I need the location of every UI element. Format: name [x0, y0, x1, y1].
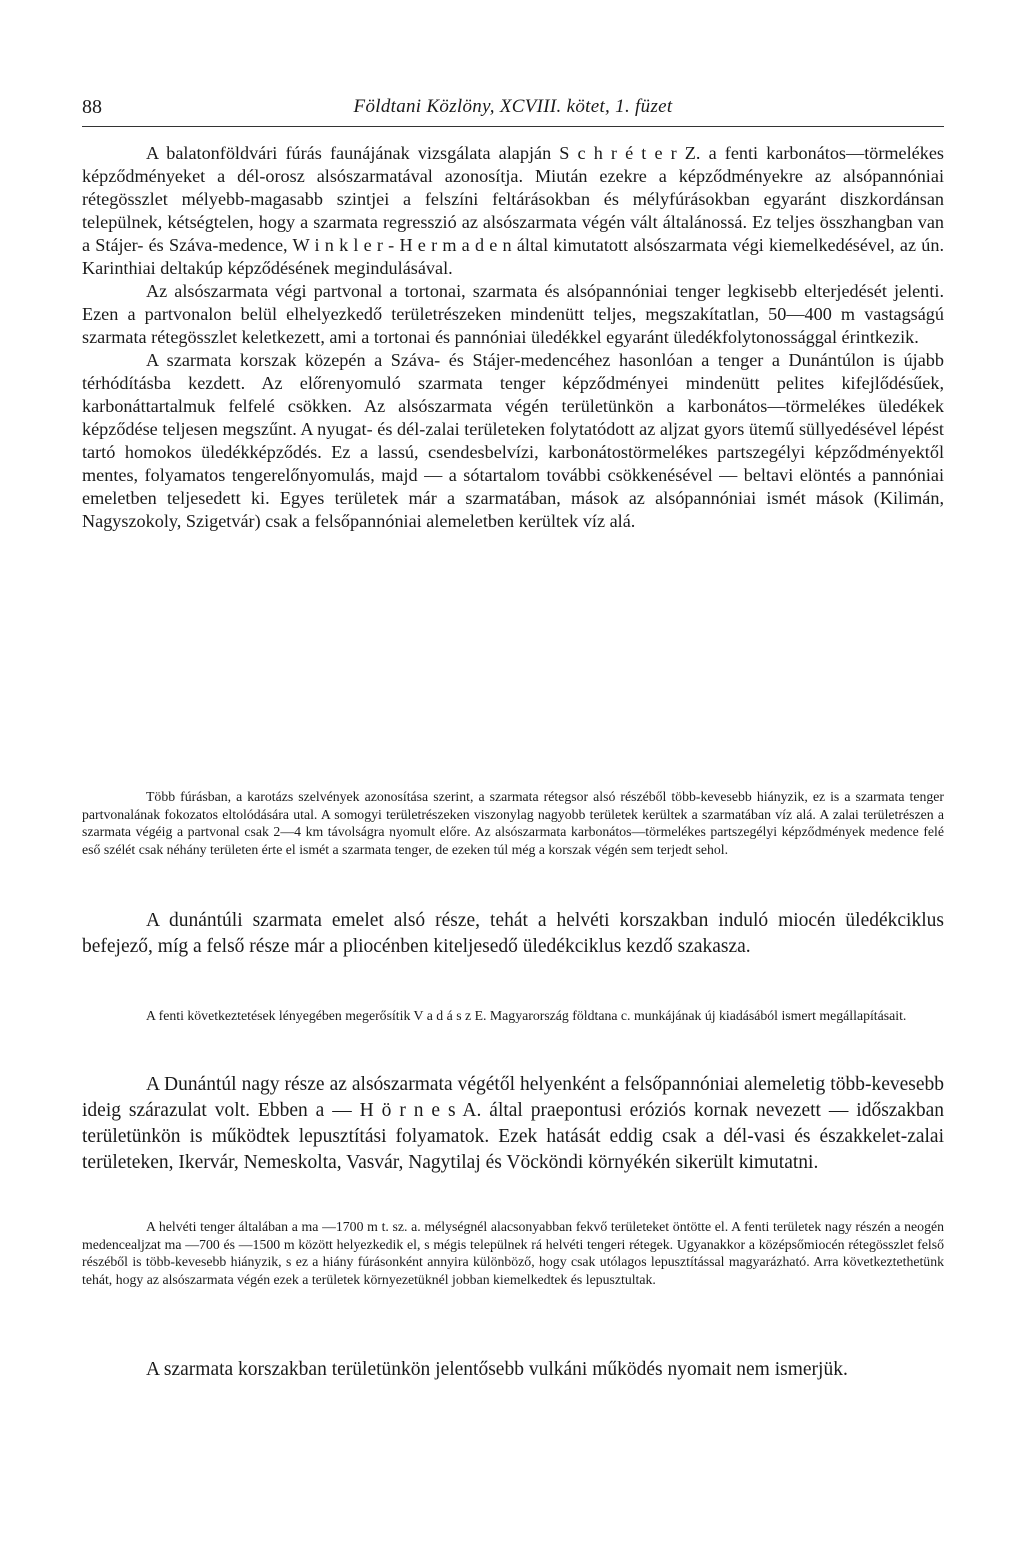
large-paragraph: A dunántúli szarmata emelet alsó része, tehát a helvéti korszakban induló miocén üledékciklus befejező, míg a felső része már a pliocénben kiteljesedő üledékciklus kezdő szakasza.: [82, 910, 944, 957]
main-text-section: [82, 142, 944, 533]
small-print-note-1: [82, 788, 944, 858]
conclusion-paragraph-1: [82, 908, 944, 960]
page-header: [82, 96, 944, 127]
conclusion-paragraph-2: [82, 1072, 944, 1176]
small-print-note-3: [82, 1218, 944, 1288]
paragraph-1: A balatonföldvári fúrás faunájának vizsgálata alapján S c h r é t e r Z. a fenti karbonátos—törmelékes képződményeket a dél-orosz alsószarmatával azonosítja. Miután ezekre a képződményekre az alsópannóniai rétegösszlet mélyebb-magasabb szintjei a felszíni feltárásokban és mélyfúrásokban egyaránt diszkordánsan települnek, kétségtelen, hogy a szarmata regresszió az alsószarmata végén vált általánossá. Ez teljes összhangban van a Stájer- és Száva-medence, W i n k l e r - H e r m a d e n által kimutatott alsószarmata végi kiemelkedésével, az ún. Karinthiai deltakúp képződésének megindulásával.: [82, 143, 944, 278]
small-print-paragraph: A fenti következtetések lényegében megerősítik V a d á s z E. Magyarország földtana c. munkájának új kiadásából ismert megállapításait.: [146, 1008, 907, 1023]
large-paragraph: A Dunántúl nagy része az alsószarmata végétől helyenként a felsőpannóniai alemeletig több-kevesebb ideig szárazulat volt. Ebben a — H ö r n e s A. által praepontusi eróziós kornak nevezett — időszakban területünkön is működtek lepusztítási folyamatok. Ezek hatását eddig csak a dél-vasi és északkelet-zalai területeken, Ikervár, Nemeskolta, Vasvár, Nagytilaj és Vöcköndi környékén sikerült kimutatni.: [82, 1074, 944, 1173]
small-print-paragraph: A helvéti tenger általában a ma —1700 m t. sz. a. mélységnél alacsonyabban fekvő területeket öntötte el. A fenti területek nagy részén a neogén medencealjzat ma —700 és —1500 m között helyezkedik el, s mégis települnek rá helvéti tengeri rétegek. Ugyanakkor a középsőmiocén rétegösszlet felső részéből is több-kevesebb hiányzik, s ez a hiány fúrásonként annyira különböző, hogy csak utólagos lepusztítással magyarázható. Arra következtethetünk tehát, hogy az alsószarmata végén ezek a területek környezetüknél jobban kiemelkedtek és lepusztultak.: [82, 1219, 944, 1287]
conclusion-paragraph-3: [82, 1357, 944, 1383]
page-number: 88: [82, 96, 102, 118]
small-print-note-2: [82, 1007, 944, 1025]
running-title: Földtani Közlöny, XCVIII. kötet, 1. füzet: [353, 96, 673, 117]
small-print-paragraph: Több fúrásban, a karotázs szelvények azonosítása szerint, a szarmata rétegsor alsó részéből több-kevesebb hiányzik, ez is a szarmata tenger partvonalának fokozatos eltolódására utal. A somogyi területrészeken viszonylag nagyobb területek kerültek a szarmatában víz alá. A zalai területrészen a szarmata végéig a partvonal csak 2—4 km távolságra nyomult előre. Az alsószarmata karbonátos—törmelékes partszegélyi képződmények medence felé eső szélét csak néhány területen érte el ismét a szarmata tenger, de ezeken túl még a korszak végén sem terjedt sehol.: [82, 789, 944, 857]
paragraph-2: Az alsószarmata végi partvonal a tortonai, szarmata és alsópannóniai tenger legkisebb elterjedését jelenti. Ezen a partvonalon belül elhelyezkedő területrészeken mindenütt teljes, megszakítatlan, 50—400 m vastagságú szarmata rétegösszlet keletkezett, ami a tortonai és pannóniai üledékkel egyaránt üledékfolytonossággal érintkezik.: [82, 281, 944, 347]
large-paragraph: A szarmata korszakban területünkön jelentősebb vulkáni működés nyomait nem ismerjük.: [146, 1359, 848, 1380]
paragraph-3: A szarmata korszak közepén a Száva- és Stájer-medencéhez hasonlóan a tenger a Dunántúlon is újabb térhódításba kezdett. Az előrenyomuló szarmata tenger képződményei mindenütt pelites kifejlődésűek, karbonáttartalmuk felfelé csökken. Az alsószarmata végén területünkön a karbonátos—törmelékes üledékek képződése teljesen megszűnt. A nyugat- és dél-zalai területeken folytatódott az aljzat gyors ütemű süllyedésével lépést tartó homokos üledékképződés. Ez a lassú, csendesbelvízi, karbonátostörmelékes partszegélyi képződményektől mentes, folyamatos tengerelőnyomulás, majd — a sótartalom további csökkenésével — beltavi elöntés a pannóniai emeletben teljesedett ki. Egyes területek már a szarmatában, mások az alsópannóniai ismét mások (Kilimán, Nagyszokoly, Szigetvár) csak a felsőpannóniai alemeletben kerültek víz alá.: [82, 350, 944, 531]
